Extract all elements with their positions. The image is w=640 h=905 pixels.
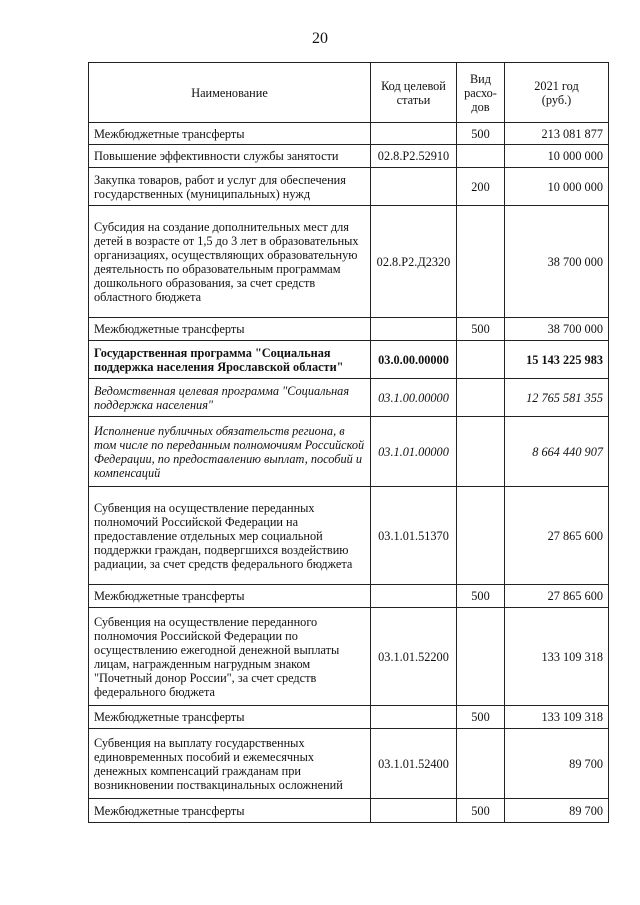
header-kind: Вид расхо- дов [457, 63, 505, 123]
row-kind: 500 [457, 706, 505, 729]
table-row [89, 417, 609, 487]
row-name: Межбюджетные трансферты [89, 123, 371, 145]
row-code: 03.1.01.00000 [371, 417, 457, 487]
row-name: Межбюджетные трансферты [89, 799, 371, 823]
row-name: Повышение эффективности службы занятости [89, 145, 371, 168]
row-kind: 500 [457, 799, 505, 823]
row-code: 02.8.P2.Д2320 [371, 206, 457, 318]
row-name: Субсидия на создание дополнительных мест для детей в возрасте от 1,5 до 3 лет в образовательных организациях, осуществляющих образовательную деятельность по образовательным программам дошкольного образования, за счет средств областного бюджета [89, 206, 371, 318]
row-code [371, 168, 457, 206]
row-name: Межбюджетные трансферты [89, 585, 371, 608]
row-kind [457, 729, 505, 799]
header-name: Наименование [89, 63, 371, 123]
header-code: Код целевой статьи [371, 63, 457, 123]
row-kind [457, 487, 505, 585]
row-name: Субвенция на осуществление переданных полномочий Российской Федерации на предоставление отдельных мер социальной поддержки граждан, подвергшихся воздействию радиации, за счет средств федерального бюджета [89, 487, 371, 585]
row-kind [457, 417, 505, 487]
table-row [89, 379, 609, 417]
row-code: 03.1.01.52200 [371, 608, 457, 706]
row-kind [457, 341, 505, 379]
row-sum: 10 000 000 [505, 168, 609, 206]
row-kind: 500 [457, 585, 505, 608]
row-name: Закупка товаров, работ и услуг для обеспечения государственных (муниципальных) нужд [89, 168, 371, 206]
row-code [371, 318, 457, 341]
row-name: Межбюджетные трансферты [89, 318, 371, 341]
header-sum: 2021 год (руб.) [505, 63, 609, 123]
row-sum: 15 143 225 983 [505, 341, 609, 379]
table-row [89, 706, 609, 729]
row-code [371, 585, 457, 608]
table-row [89, 318, 609, 341]
row-code [371, 706, 457, 729]
row-sum: 12 765 581 355 [505, 379, 609, 417]
row-name: Межбюджетные трансферты [89, 706, 371, 729]
row-sum: 8 664 440 907 [505, 417, 609, 487]
table-row [89, 123, 609, 145]
row-sum: 27 865 600 [505, 585, 609, 608]
row-sum: 89 700 [505, 799, 609, 823]
row-sum: 213 081 877 [505, 123, 609, 145]
row-sum: 27 865 600 [505, 487, 609, 585]
row-code: 03.1.01.52400 [371, 729, 457, 799]
table-row [89, 585, 609, 608]
row-kind: 500 [457, 123, 505, 145]
row-name: Исполнение публичных обязательств региона, в том числе по переданным полномочиям Российской Федерации, по предоставлению выплат, пособий и компенсаций [89, 417, 371, 487]
row-kind [457, 145, 505, 168]
row-sum: 38 700 000 [505, 206, 609, 318]
table-row [89, 729, 609, 799]
table-row [89, 168, 609, 206]
row-sum: 38 700 000 [505, 318, 609, 341]
table-row [89, 608, 609, 706]
row-code [371, 123, 457, 145]
row-name: Субвенция на осуществление переданного полномочия Российской Федерации по осуществлению ежегодной денежной выплаты лицам, награжденным нагрудным знаком "Почетный донор России", за счет средств федерального бюджета [89, 608, 371, 706]
table-row [89, 341, 609, 379]
row-code: 03.0.00.00000 [371, 341, 457, 379]
row-code [371, 799, 457, 823]
row-code: 03.1.01.51370 [371, 487, 457, 585]
row-sum: 89 700 [505, 729, 609, 799]
row-code: 02.8.P2.52910 [371, 145, 457, 168]
table-row [89, 206, 609, 318]
row-name: Ведомственная целевая программа "Социальная поддержка населения" [89, 379, 371, 417]
row-sum: 133 109 318 [505, 608, 609, 706]
row-sum: 10 000 000 [505, 145, 609, 168]
table-row [89, 145, 609, 168]
row-kind: 200 [457, 168, 505, 206]
row-kind [457, 608, 505, 706]
row-kind: 500 [457, 318, 505, 341]
row-kind [457, 379, 505, 417]
page-number: 20 [312, 30, 328, 47]
row-kind [457, 206, 505, 318]
table-row [89, 487, 609, 585]
budget-table [88, 62, 609, 823]
row-name: Субвенция на выплату государственных единовременных пособий и ежемесячных денежных компенсаций гражданам при возникновении поствакцинальных осложнений [89, 729, 371, 799]
row-name: Государственная программа "Социальная поддержка населения Ярославской области" [89, 341, 371, 379]
row-code: 03.1.00.00000 [371, 379, 457, 417]
row-sum: 133 109 318 [505, 706, 609, 729]
table-header-row [89, 63, 609, 123]
table-row [89, 799, 609, 823]
